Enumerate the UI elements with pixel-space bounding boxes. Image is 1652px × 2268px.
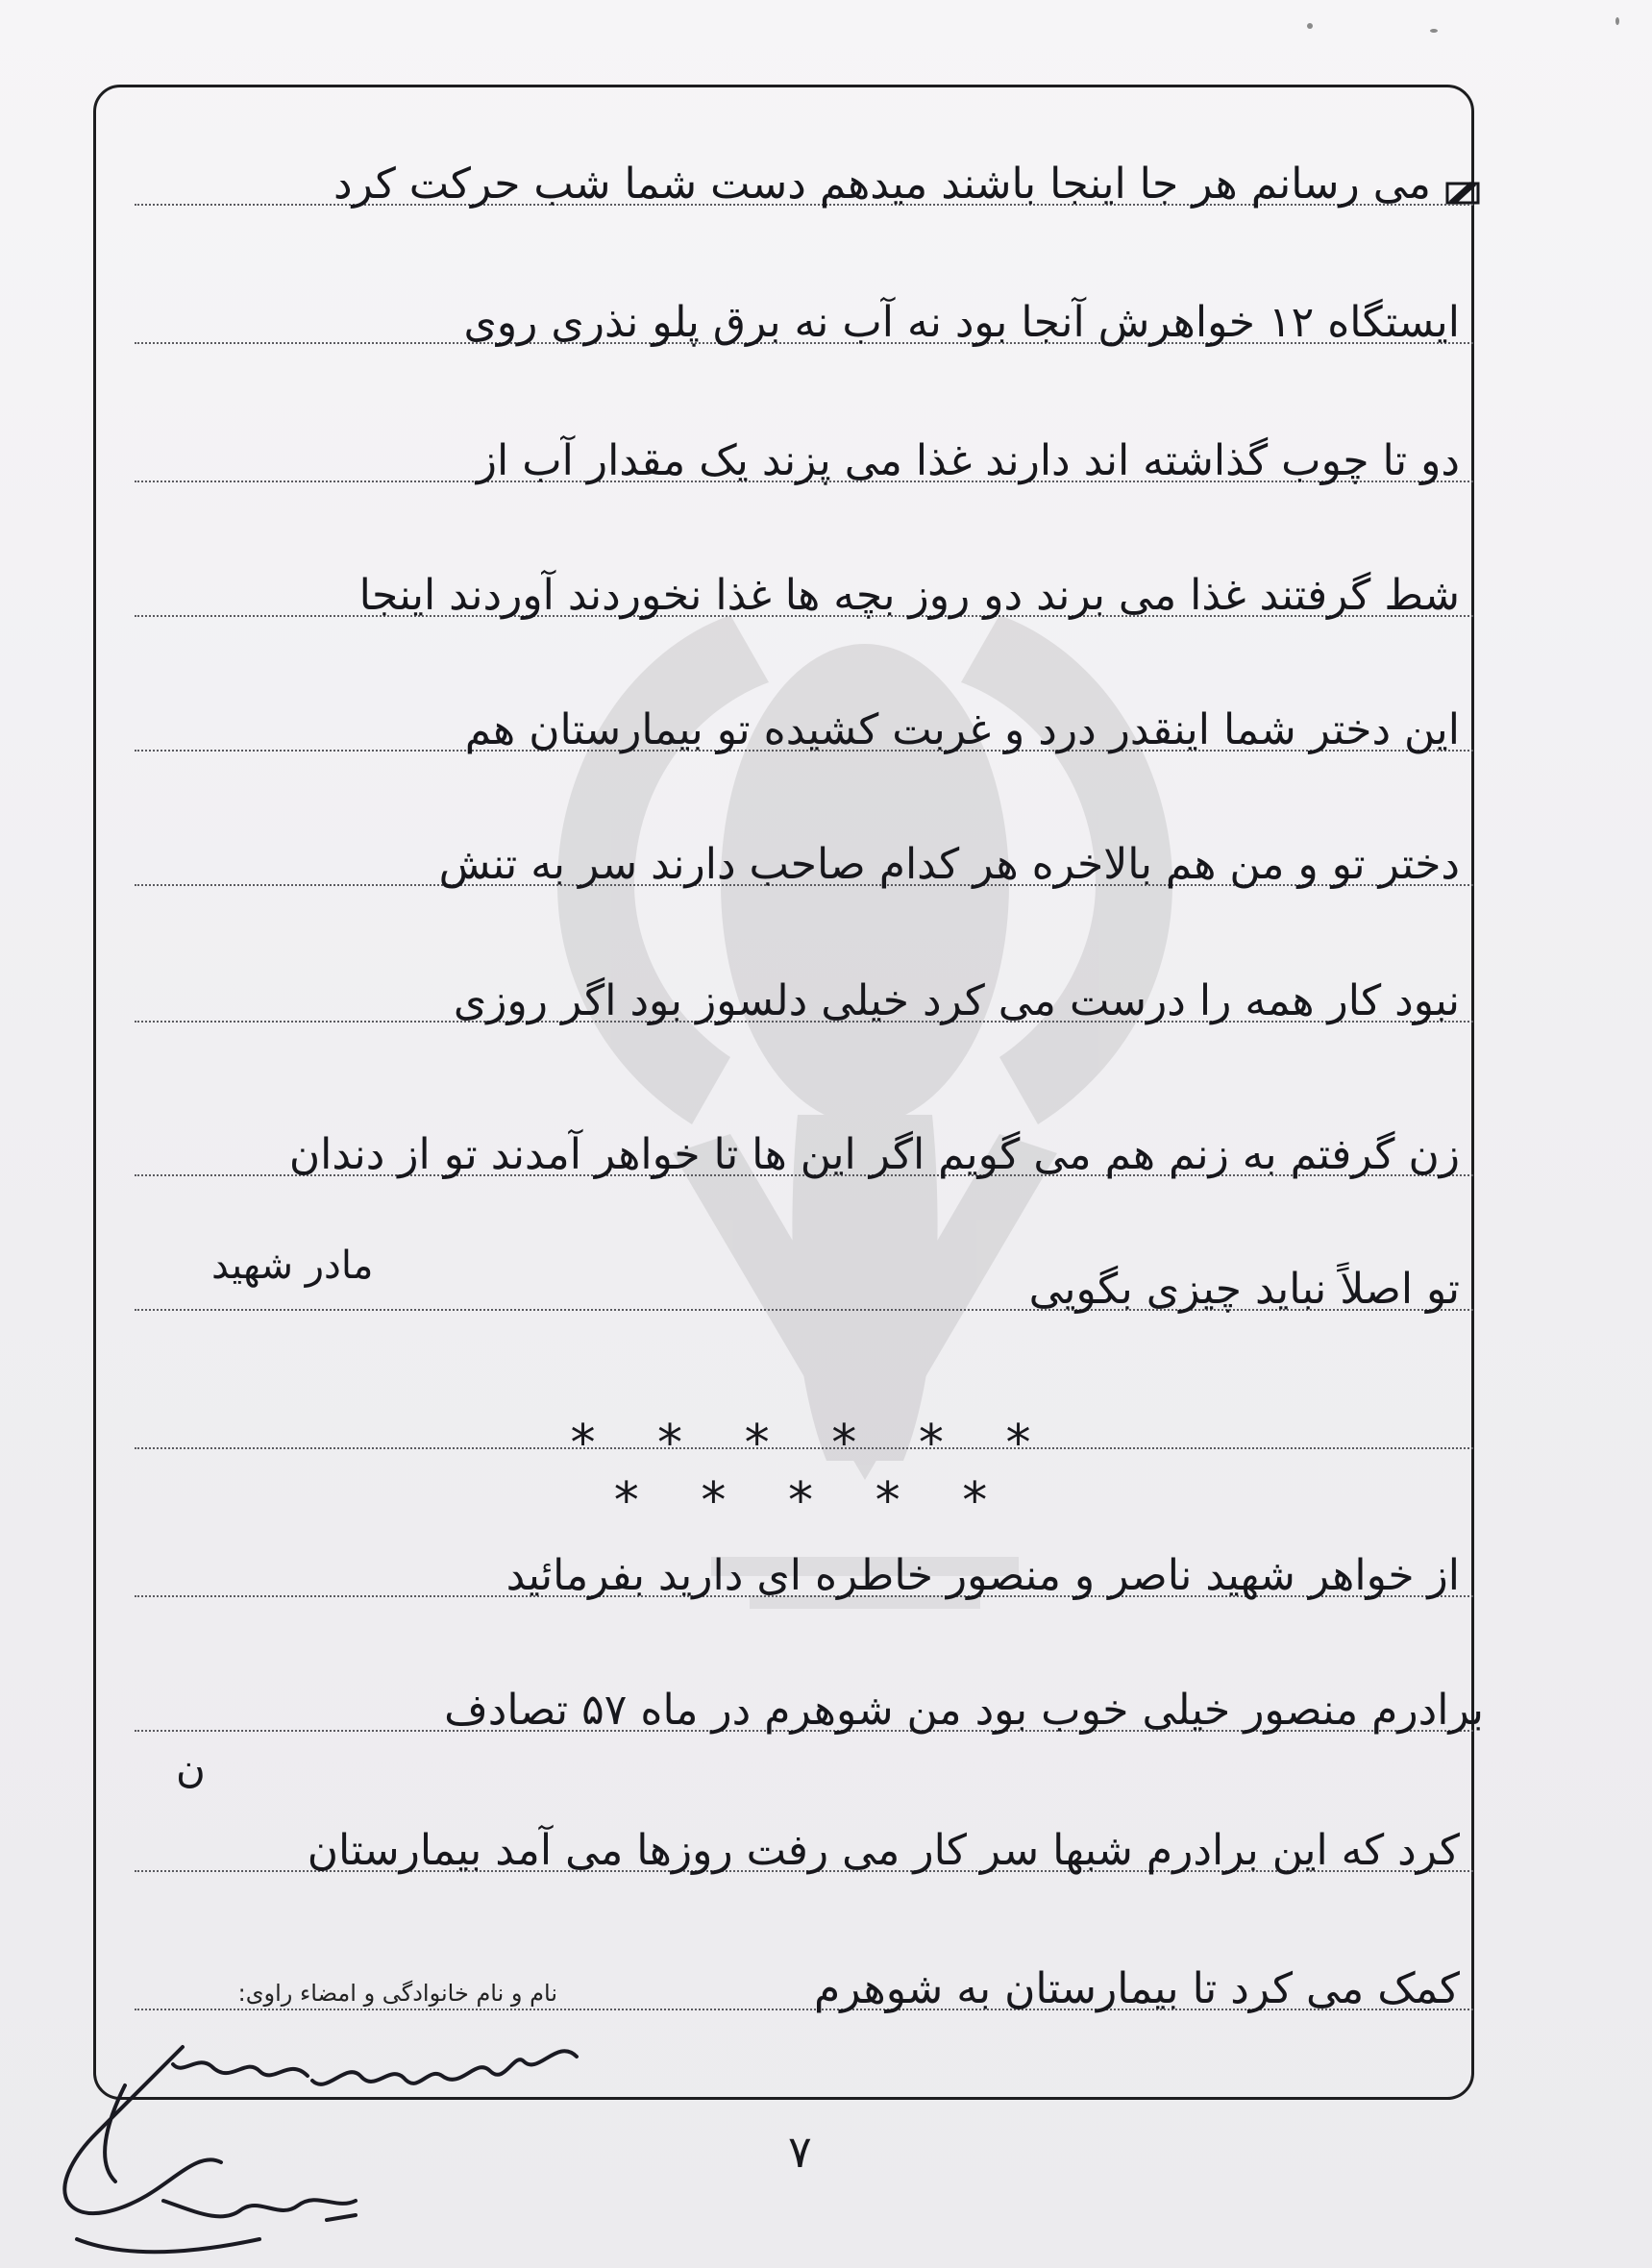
separator-stars: * * * * * * * * * * * [567, 1415, 1048, 1530]
text-line-4: شط گرفتند غذا می برند دو روز بچه ها غذا نخوردند آوردند اینجا [358, 571, 1460, 620]
pen-note-icon [1442, 178, 1484, 207]
text-line-13: کمک می کرد تا بیمارستان به شوهرم [813, 1964, 1460, 2013]
text-line-9: تو اصلاً نباید چیزی بگویی [1028, 1265, 1460, 1314]
page-number: ۷ [788, 2126, 812, 2178]
text-line-5: این دختر شما اینقدر درد و غربت کشیده تو بیمارستان هم [464, 705, 1460, 754]
text-line-11: برادرم منصور خیلی خوب بود من شوهرم در ماه ۵۷ تصادف [444, 1686, 1484, 1735]
text-line-6: دختر تو و من هم بالاخره هر کدام صاحب دارند سر به تنش [438, 840, 1460, 889]
text-line-12: کرد که این برادرم شبها سر کار می رفت روزها می آمد بیمارستان [307, 1826, 1460, 1875]
text-line-7: نبود کار همه را درست می کرد خیلی دلسوز بود اگر روزی [453, 976, 1460, 1025]
text-line-10: از خواهر شهید ناصر و منصور خاطره ای دارید بفرمائید [505, 1551, 1460, 1600]
narrator-label: نام و نام خانوادگی و امضاء راوی: [237, 1980, 557, 2007]
scan-speck [1615, 17, 1619, 25]
signature-mother: مادر شهید [211, 1244, 374, 1288]
page-frame [93, 85, 1474, 2100]
overflow-letter: ن [176, 1744, 206, 1791]
text-line-1: می رسانم هر جا اینجا باشند میدهم دست شما شب حرکت کرد [333, 160, 1431, 209]
narrator-signature [38, 2018, 615, 2268]
scan-speck [1430, 29, 1438, 33]
text-line-3: دو تا چوب گذاشته اند دارند غذا می پزند یک مقدار آب از [476, 436, 1460, 485]
text-line-8: زن گرفتم به زنم هم می گویم اگر این ها تا خواهر آمدند تو از دندان [288, 1130, 1460, 1179]
scan-speck [1307, 23, 1313, 29]
text-line-2: ایستگاه ۱۲ خواهرش آنجا بود نه آب نه برق پلو نذری روی [463, 298, 1460, 347]
